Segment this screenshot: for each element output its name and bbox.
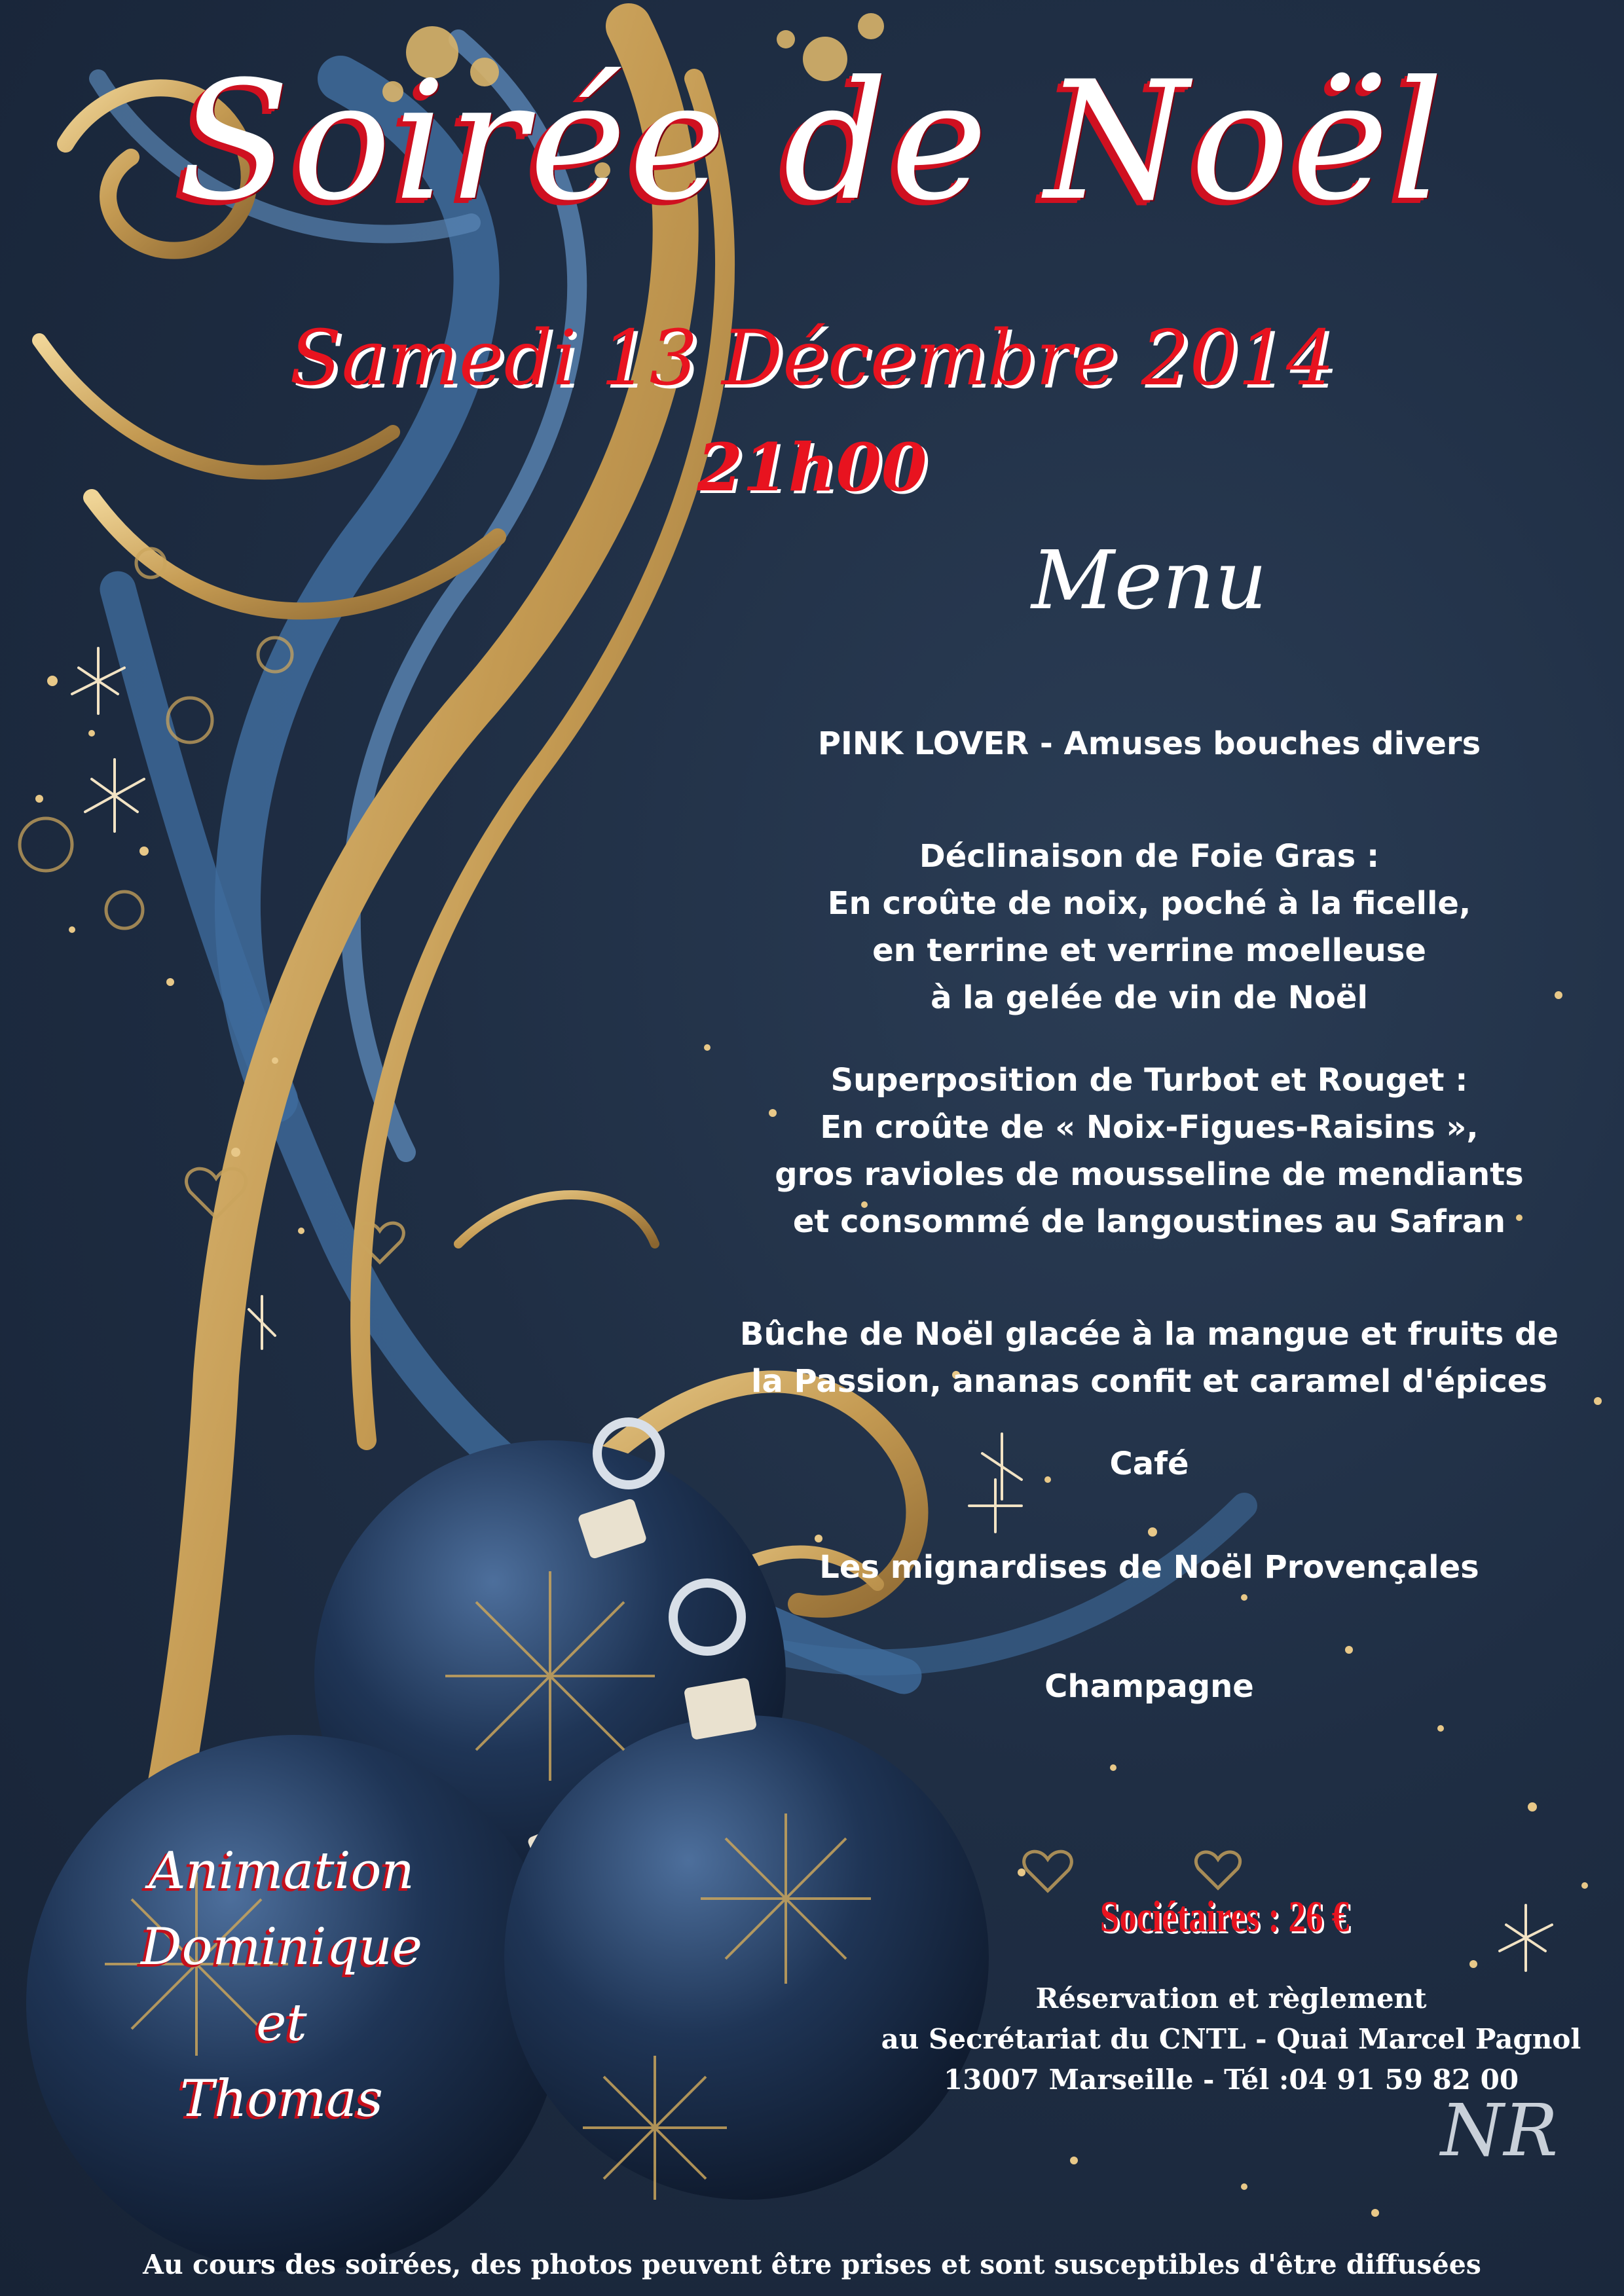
menu-course-main xyxy=(681,1057,1617,1245)
menu-line: Déclinaison de Foie Gras : xyxy=(919,838,1380,875)
menu-line: et consommé de langoustines au Safran xyxy=(792,1203,1506,1240)
event-time: 21h00 xyxy=(697,429,927,506)
menu-line: gros ravioles de mousseline de mendiants xyxy=(775,1156,1524,1193)
menu-line: à la gelée de vin de Noël xyxy=(931,979,1368,1016)
menu-line: En croûte de « Noix-Figues-Raisins », xyxy=(820,1109,1479,1146)
reservation-line: Réservation et règlement xyxy=(1035,1982,1427,2014)
animation-line: et xyxy=(256,1994,307,2052)
menu-line: PINK LOVER - Amuses bouches divers xyxy=(817,725,1481,762)
menu-course-aperitif xyxy=(681,720,1617,767)
menu-line: En croûte de noix, poché à la ficelle, xyxy=(827,885,1471,922)
menu-course-champagne xyxy=(681,1663,1617,1710)
animation-line: Dominique xyxy=(141,1918,422,1977)
menu-line: Superposition de Turbot et Rouget : xyxy=(830,1062,1468,1099)
menu-line: Bûche de Noël glacée à la mangue et fruits de xyxy=(739,1316,1559,1353)
menu-line: la Passion, ananas confit et caramel d'épices xyxy=(750,1363,1547,1400)
menu-line: Café xyxy=(1109,1446,1189,1482)
menu-course-starter xyxy=(681,833,1617,1021)
menu-line: Les mignardises de Noël Provençales xyxy=(819,1549,1479,1586)
animation-line: Thomas xyxy=(180,2069,383,2128)
menu-course-coffee xyxy=(681,1440,1617,1487)
menu-course-dessert xyxy=(681,1311,1617,1405)
menu-course-petits-fours xyxy=(681,1544,1617,1591)
animation-line: Animation xyxy=(149,1842,415,1901)
reservation-line: au Secrétariat du CNTL - Quai Marcel Pagnol xyxy=(881,2023,1581,2055)
reservation-info xyxy=(845,1978,1617,2100)
event-date: Samedi 13 Décembre 2014 xyxy=(289,314,1335,403)
menu-heading: Menu xyxy=(1031,534,1268,628)
menu-line: en terrine et verrine moelleuse xyxy=(872,932,1426,969)
menu-line: Champagne xyxy=(1044,1668,1254,1705)
member-price: Sociétaires : 26 € xyxy=(1099,1891,1350,1941)
reservation-line: 13007 Marseille - Tél :04 91 59 82 00 xyxy=(943,2064,1519,2096)
artist-signature: NR xyxy=(1441,2088,1559,2172)
entertainment-credit xyxy=(59,1833,504,2137)
photo-disclaimer: Au cours des soirées, des photos peuvent être prises et sont susceptibles d'être diffusées xyxy=(143,2249,1481,2280)
poster-title: Soirée de Noël xyxy=(177,46,1447,236)
